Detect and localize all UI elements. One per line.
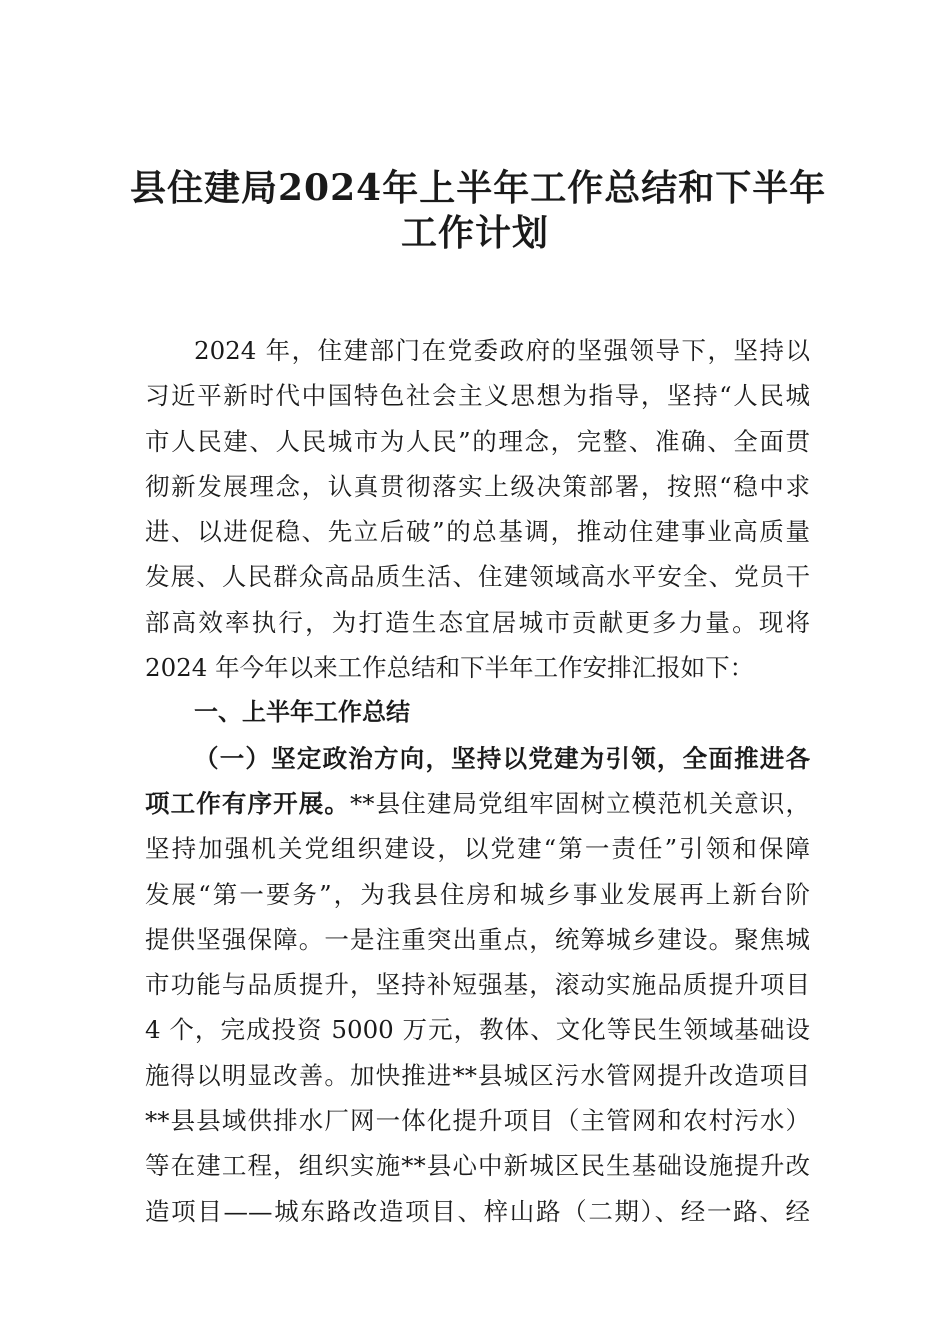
paragraph-line: 进、以进促稳、先立后破”的总基调，推动住建事业高质量 [145, 517, 810, 547]
paragraph-line: 2024 年今年以来工作总结和下半年工作安排汇报如下： [145, 653, 755, 683]
subsection-lead-end: 项工作有序开展。 [145, 788, 350, 818]
paragraph-line: 部高效率执行，为打造生态宜居城市贡献更多力量。现将 [145, 607, 810, 637]
paragraph-line: 彻新发展理念，认真贯彻落实上级决策部署，按照“稳中求 [145, 471, 810, 501]
document-body [145, 328, 810, 1234]
document-title-line-2: 工作计划 [400, 212, 549, 254]
paragraph-line: 发展“第一要务”，为我县住房和城乡事业发展再上新台阶 [145, 879, 810, 909]
paragraph-line: 提供坚强保障。一是注重突出重点，统筹城乡建设。聚焦城 [145, 924, 810, 954]
paragraph-line: 习近平新时代中国特色社会主义思想为指导，坚持“人民城 [145, 381, 810, 411]
document-title-line-1: 县住建局2024年上半年工作总结和下半年 [130, 167, 827, 209]
paragraph-line: 发展、人民群众高品质生活、住建领域高水平安全、党员干 [145, 562, 810, 592]
paragraph-line [145, 781, 810, 826]
paragraph-line: 坚持加强机关党组织建设，以党建“第一责任”引领和保障 [145, 834, 810, 864]
paragraph-line: 市功能与品质提升，坚持补短强基，滚动实施品质提升项目 [145, 970, 810, 1000]
subsection-lead-line: （一）坚定政治方向，坚持以党建为引领，全面推进各 [194, 743, 810, 773]
paragraph-line: 造项目——城东路改造项目、梓山路（二期）、经一路、经 [145, 1196, 810, 1226]
paragraph-line: 4 个，完成投资 5000 万元，教体、文化等民生领域基础设 [145, 1015, 810, 1045]
section-heading: 一、上半年工作总结 [194, 698, 410, 727]
paragraph-line: 市人民建、人民城市为人民”的理念，完整、准确、全面贯 [145, 426, 810, 456]
paragraph-line-rest: **县住建局党组牢固树立模范机关意识， [349, 788, 811, 818]
paragraph-line: 施得以明显改善。加快推进**县城区污水管网提升改造项目 [145, 1060, 810, 1090]
paragraph-line: 2024 年，住建部门在党委政府的坚强领导下，坚持以 [194, 336, 810, 365]
paragraph-line: 等在建工程，组织实施**县心中新城区民生基础设施提升改 [145, 1151, 810, 1181]
paragraph-line: **县县域供排水厂网一体化提升项目（主管网和农村污水） [145, 1106, 810, 1136]
